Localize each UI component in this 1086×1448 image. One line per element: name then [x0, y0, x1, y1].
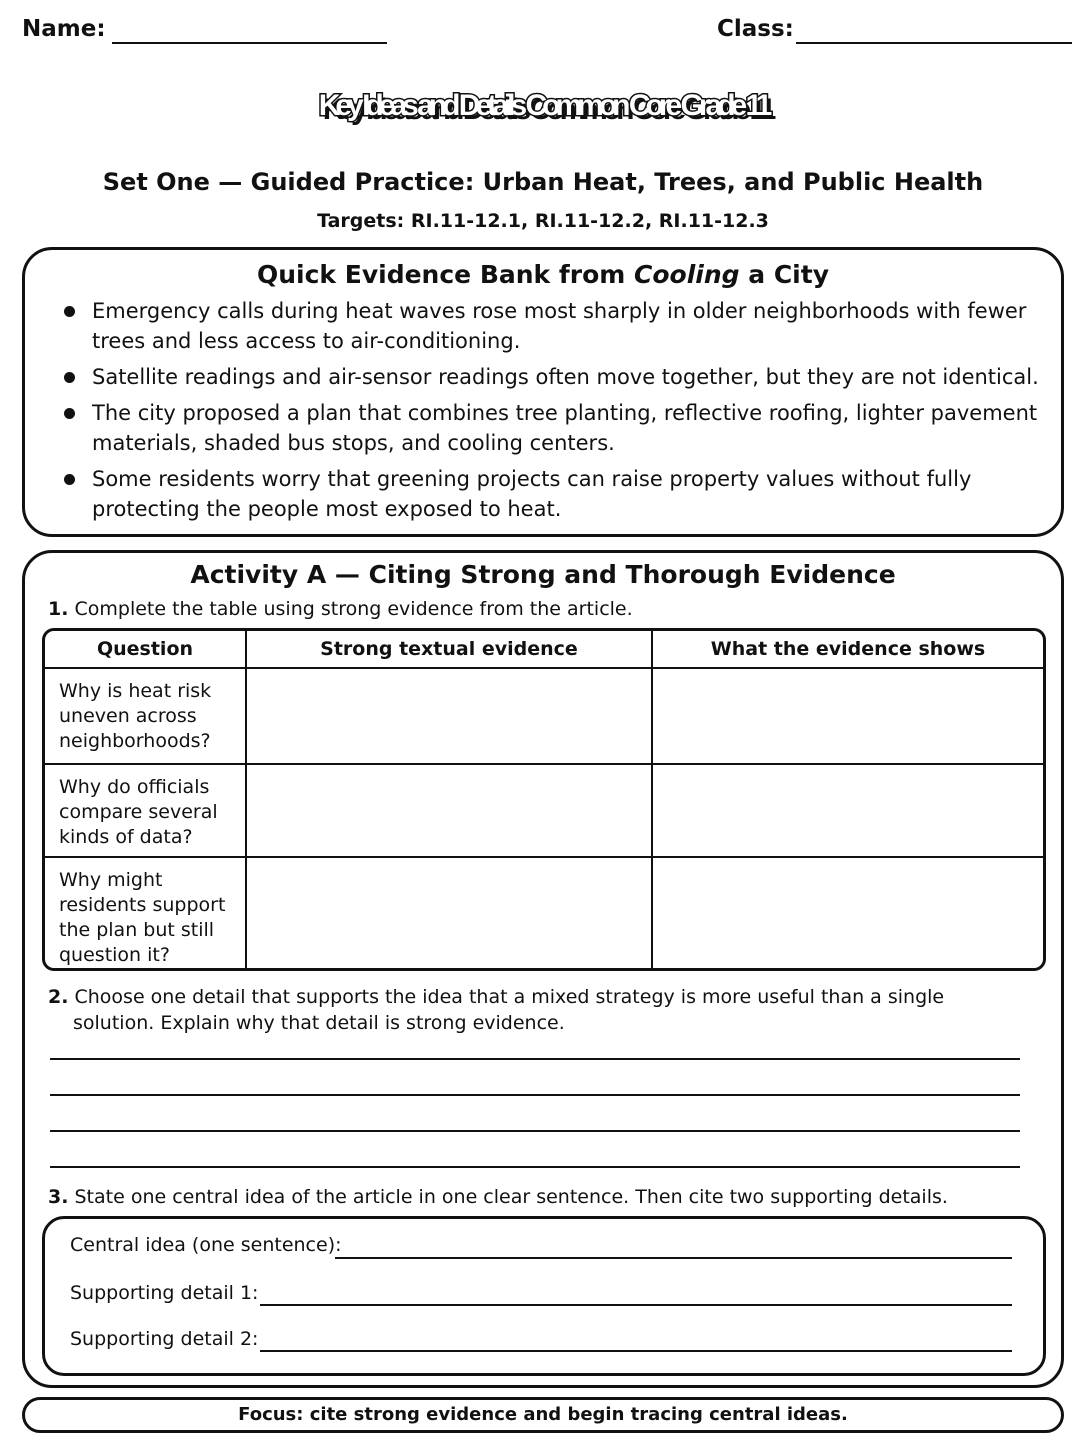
- evidence-cell[interactable]: [247, 765, 653, 858]
- table-row: [45, 765, 1043, 858]
- supporting-detail-1-label: Supporting detail 1:: [70, 1282, 259, 1304]
- worksheet-subtitle: Set One — Guided Practice: Urban Heat, Trees, and Public Health: [102, 168, 984, 196]
- table-row: [45, 858, 1043, 968]
- supporting-detail-1-field[interactable]: [260, 1304, 1012, 1306]
- question-cell: Why do officials compare several kinds of data?: [45, 765, 247, 858]
- evidence-cell[interactable]: [247, 669, 653, 765]
- evidence-bank-title: Quick Evidence Bank from Cooling a City: [256, 260, 829, 289]
- standards-targets: Targets: RI.11-12.1, RI.11-12.2, RI.11-12.3: [317, 210, 769, 232]
- bullet-icon: [64, 408, 75, 419]
- shows-cell[interactable]: [653, 765, 1043, 858]
- worksheet-title: Key Ideas and Details Common Core Grade 11: [318, 89, 768, 122]
- answer-line[interactable]: [50, 1130, 1020, 1132]
- focus-banner: Focus: cite strong evidence and begin tracing central ideas.: [22, 1397, 1064, 1433]
- bullet-icon: [64, 306, 75, 317]
- supporting-detail-2-field[interactable]: [260, 1350, 1012, 1352]
- column-header: Question: [45, 631, 247, 669]
- list-item: Emergency calls during heat waves rose most sharply in older neighborhoods with fewer trees and less access to air-conditioning.: [60, 296, 1050, 356]
- question-3: 3. State one central idea of the article in one clear sentence. Then cite two supporting details.: [48, 1186, 948, 1208]
- table-row: [45, 669, 1043, 765]
- class-label: Class:: [717, 16, 794, 42]
- evidence-table: [42, 628, 1046, 971]
- question-2: 2. Choose one detail that supports the idea that a mixed strategy is more useful than a single solution. Explain why that detail is strong evidence.: [48, 986, 945, 1034]
- name-label: Name:: [22, 16, 106, 42]
- central-idea-field[interactable]: [335, 1257, 1012, 1259]
- shows-cell[interactable]: [653, 669, 1043, 765]
- evidence-bank-list: [60, 296, 1050, 530]
- list-item: Some residents worry that greening projects can raise property values without fully protecting the people most exposed to heat.: [60, 464, 1050, 524]
- activity-a-title: Activity A — Citing Strong and Thorough Evidence: [190, 560, 896, 589]
- answer-line[interactable]: [50, 1058, 1020, 1060]
- list-item: The city proposed a plan that combines tree planting, reflective roofing, lighter pavement materials, shaded bus stops, and cooling centers.: [60, 398, 1050, 458]
- question-cell: Why might residents support the plan but still question it?: [45, 858, 247, 968]
- list-item: Satellite readings and air-sensor readings often move together, but they are not identical.: [60, 362, 1050, 392]
- bullet-icon: [64, 372, 75, 383]
- column-header: Strong textual evidence: [247, 631, 653, 669]
- supporting-detail-2-label: Supporting detail 2:: [70, 1328, 259, 1350]
- central-idea-label: Central idea (one sentence):: [70, 1234, 342, 1256]
- question-cell: Why is heat risk uneven across neighborhoods?: [45, 669, 247, 765]
- evidence-cell[interactable]: [247, 858, 653, 968]
- bullet-icon: [64, 474, 75, 485]
- answer-line[interactable]: [50, 1094, 1020, 1096]
- class-field[interactable]: [796, 42, 1072, 44]
- column-header: What the evidence shows: [653, 631, 1043, 669]
- name-field[interactable]: [112, 42, 387, 44]
- question-1: 1. Complete the table using strong evidence from the article.: [48, 598, 633, 620]
- answer-line[interactable]: [50, 1166, 1020, 1168]
- shows-cell[interactable]: [653, 858, 1043, 968]
